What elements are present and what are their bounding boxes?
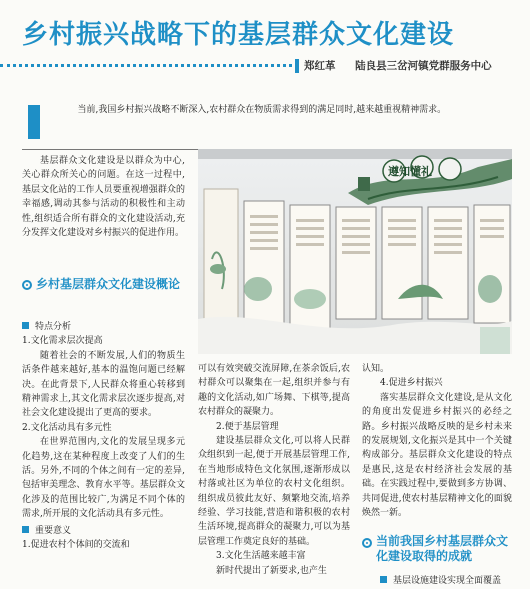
author-affiliation: 陆良县三岔河镇党群服务中心 (355, 60, 492, 72)
subheading-facilities (380, 574, 512, 588)
author-name: 郑红革 (304, 60, 336, 72)
abstract-marker (28, 105, 40, 139)
wall-sign-text: 遵知懂礼 (388, 165, 432, 178)
byline (304, 58, 492, 73)
column-2 (198, 362, 350, 578)
subheading-features (22, 320, 185, 334)
facilities-label: 基层设施建设实现全面覆盖 (393, 576, 502, 586)
cultural-wall-photo (198, 149, 512, 354)
square-bullet-icon (22, 526, 29, 533)
paragraph-base-management: 建设基层群众文化,可以将人民群众组织到一起,便于开展基层管理工作,在当地形成特色文化氛围,逐渐形成以村落或社区为单位的农村文化组织。组织成员彼此友好、频繁地交流,培养经验、学习技能,营造和谐积极的农村生活环境,提高群众的凝聚力,可以为基层管理工作奠定良好的基础。 (198, 436, 350, 547)
subheading-2: 2.文化活动具有多元性 (22, 422, 112, 433)
square-bullet-icon (380, 576, 387, 583)
column-1-body (22, 318, 185, 553)
paragraph-cultural-life: 新时代提出了新要求,也产生 (216, 565, 327, 576)
subheading-rural-revitalization: 4.促进乡村振兴 (380, 378, 443, 389)
paragraph-1: 随着社会的不断发展,人们的物质生活条件越来越好,基本的温饱问题已经解决。在此背景下,人民群众将重心转移到精神需求上,其文化需求层次逐步提高,对社会文化建设提出了更高的要求。 (22, 350, 185, 419)
article-title: 乡村振兴战略下的基层群众文化建设 (22, 20, 455, 50)
byline-dotted-rule (0, 64, 292, 67)
subheading-cultural-life: 3.文化生活越来越丰富 (216, 551, 306, 562)
column-3 (362, 362, 512, 520)
section-bullet-icon (362, 538, 372, 548)
section-bullet-icon (22, 280, 32, 290)
paragraph-tail: 认知。 (362, 364, 390, 374)
abstract: 当前,我国乡村振兴战略不断深入,农村群众在物质需求得到的满足同时,越来越重视精神需求。 (77, 105, 447, 115)
column-1-intro (22, 154, 185, 240)
section-heading-achievements: 当前我国乡村基层群众文化建设取得的成就 (376, 534, 509, 563)
subheading-base-management: 2.便于基层管理 (216, 421, 279, 432)
paragraph-continued: 可以有效突破交流屏障,在茶余饭后,农村群众可以聚集在一起,组织并参与有趣的文化活动,如广场舞、下棋等,提高农村群众的凝聚力。 (198, 364, 350, 418)
byline-marker (295, 59, 299, 73)
subheading-1: 1.文化需求层次提高 (22, 336, 103, 347)
subheading-importance (22, 524, 185, 538)
square-bullet-icon (22, 322, 29, 329)
paragraph-rural-revitalization: 落实基层群众文化建设,是从文化的角度出发促进乡村振兴的必经之路。乡村振兴战略反映的是乡村未来的发展规划,文化振兴是其中一个关键构成部分。基层群众文化建设的特点是惠民,这是农村经济社会发展的基础。在实践过程中,要做到多方协调、共同促进,使农村基层精神文化的面貌焕然一新。 (362, 392, 512, 519)
section-heading-overview: 乡村基层群众文化建设概论 (36, 277, 181, 291)
paragraph-2: 在世界范围内,文化的发展呈现多元化趋势,这在某种程度上改变了人们的生活。另外,不同的个体之间有一定的差异,包括审美理念、教育水平等。基层群众文化涉及的范围比较广,为满足不同个体的需求,所开展的文化活动具有多元性。 (22, 437, 185, 520)
column-3-footer (380, 572, 512, 588)
intro-paragraph: 基层群众文化建设是以群众为中心,关心群众所关心的问题。在这一过程中,基层文化站的工作人员要重视增强群众的幸福感,调动其参与活动的积极性和主动性,组织适合所有群众的文化建设活动,充分发挥文化建设对乡村振兴的促进作用。 (22, 156, 185, 239)
features-label: 特点分析 (35, 322, 72, 332)
article-photo (198, 149, 512, 354)
importance-label: 重要意义 (35, 525, 72, 536)
subheading-3: 1.促进农村个体间的交流和 (22, 540, 130, 551)
